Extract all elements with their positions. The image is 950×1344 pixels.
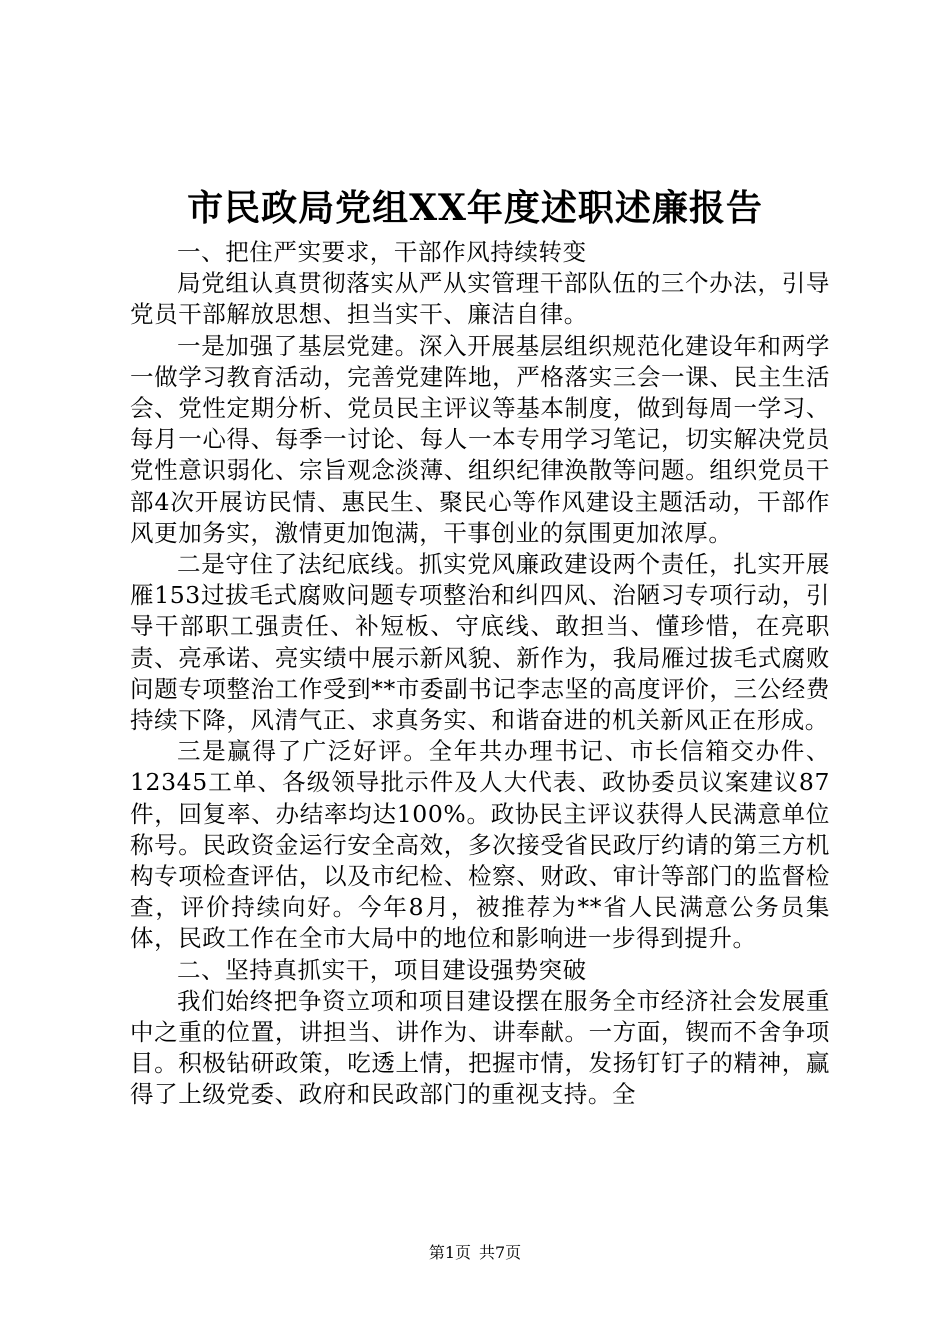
section-heading-2: 二、坚持真抓实干，项目建设强势突破	[177, 955, 587, 984]
page-number: 第1页	[428, 1243, 471, 1262]
document-title: 市民政局党组XX年度述职述廉报告	[187, 187, 763, 229]
section-heading-1: 一、把住严实要求，干部作风持续转变	[177, 238, 587, 266]
page-total: 共7页	[479, 1243, 522, 1262]
paragraph-evaluation: 三是赢得了广泛好评。全年共办理书记、市长信箱交办件、12345工单、各级领导批示件及人大代表、政协委员议案建议87件，回复率、办结率均达100%。政协民主评议获得人民满意单位称号。民政资金运行安全高效，多次接受省民政厅约请的第三方机构专项检查评估，以及市纪检、检察、财政、审计等部门的监督检查，评价持续向好。今年8月，被推荐为**省人民满意公务员集体，民政工作在全市大局中的地位和影响进一步得到提升。	[130, 737, 830, 953]
document-body	[130, 237, 830, 1111]
paragraph-projects: 我们始终把争资立项和项目建设摆在服务全市经济社会发展重中之重的位置，讲担当、讲作为、讲奉献。一方面，锲而不舍争项目。积极钻研政策，吃透上情，把握市情，发扬钉钉子的精神，赢得了上级党委、政府和民政部门的重视支持。全	[130, 986, 830, 1109]
paragraph-party-building: 一是加强了基层党建。深入开展基层组织规范化建设年和两学一做学习教育活动，完善党建阵地，严格落实三会一课、民主生活会、党性定期分析、党员民主评议等基本制度，做到每周一学习、每月一心得、每季一讨论、每人一本专用学习笔记，切实解决党员党性意识弱化、宗旨观念淡薄、组织纪律涣散等问题。组织党员干部4次开展访民情、惠民生、聚民心等作风建设主题活动，干部作风更加务实，激情更加饱满，干事创业的氛围更加浓厚。	[130, 331, 830, 547]
paragraph-intro: 局党组认真贯彻落实从严从实管理干部队伍的三个办法，引导党员干部解放思想、担当实干、廉洁自律。	[130, 269, 830, 329]
page-footer	[0, 1242, 950, 1264]
paragraph-discipline: 二是守住了法纪底线。抓实党风廉政建设两个责任，扎实开展雁153过拔毛式腐败问题专项整治和纠四风、治陋习专项行动，引导干部职工强责任、补短板、守底线、敢担当、懂珍惜，在亮职责、亮承诺、亮实绩中展示新风貌、新作为，我局雁过拔毛式腐败问题专项整治工作受到**市委副书记李志坚的高度评价，三公经费持续下降，风清气正、求真务实、和谐奋进的机关新风正在形成。	[130, 550, 830, 735]
